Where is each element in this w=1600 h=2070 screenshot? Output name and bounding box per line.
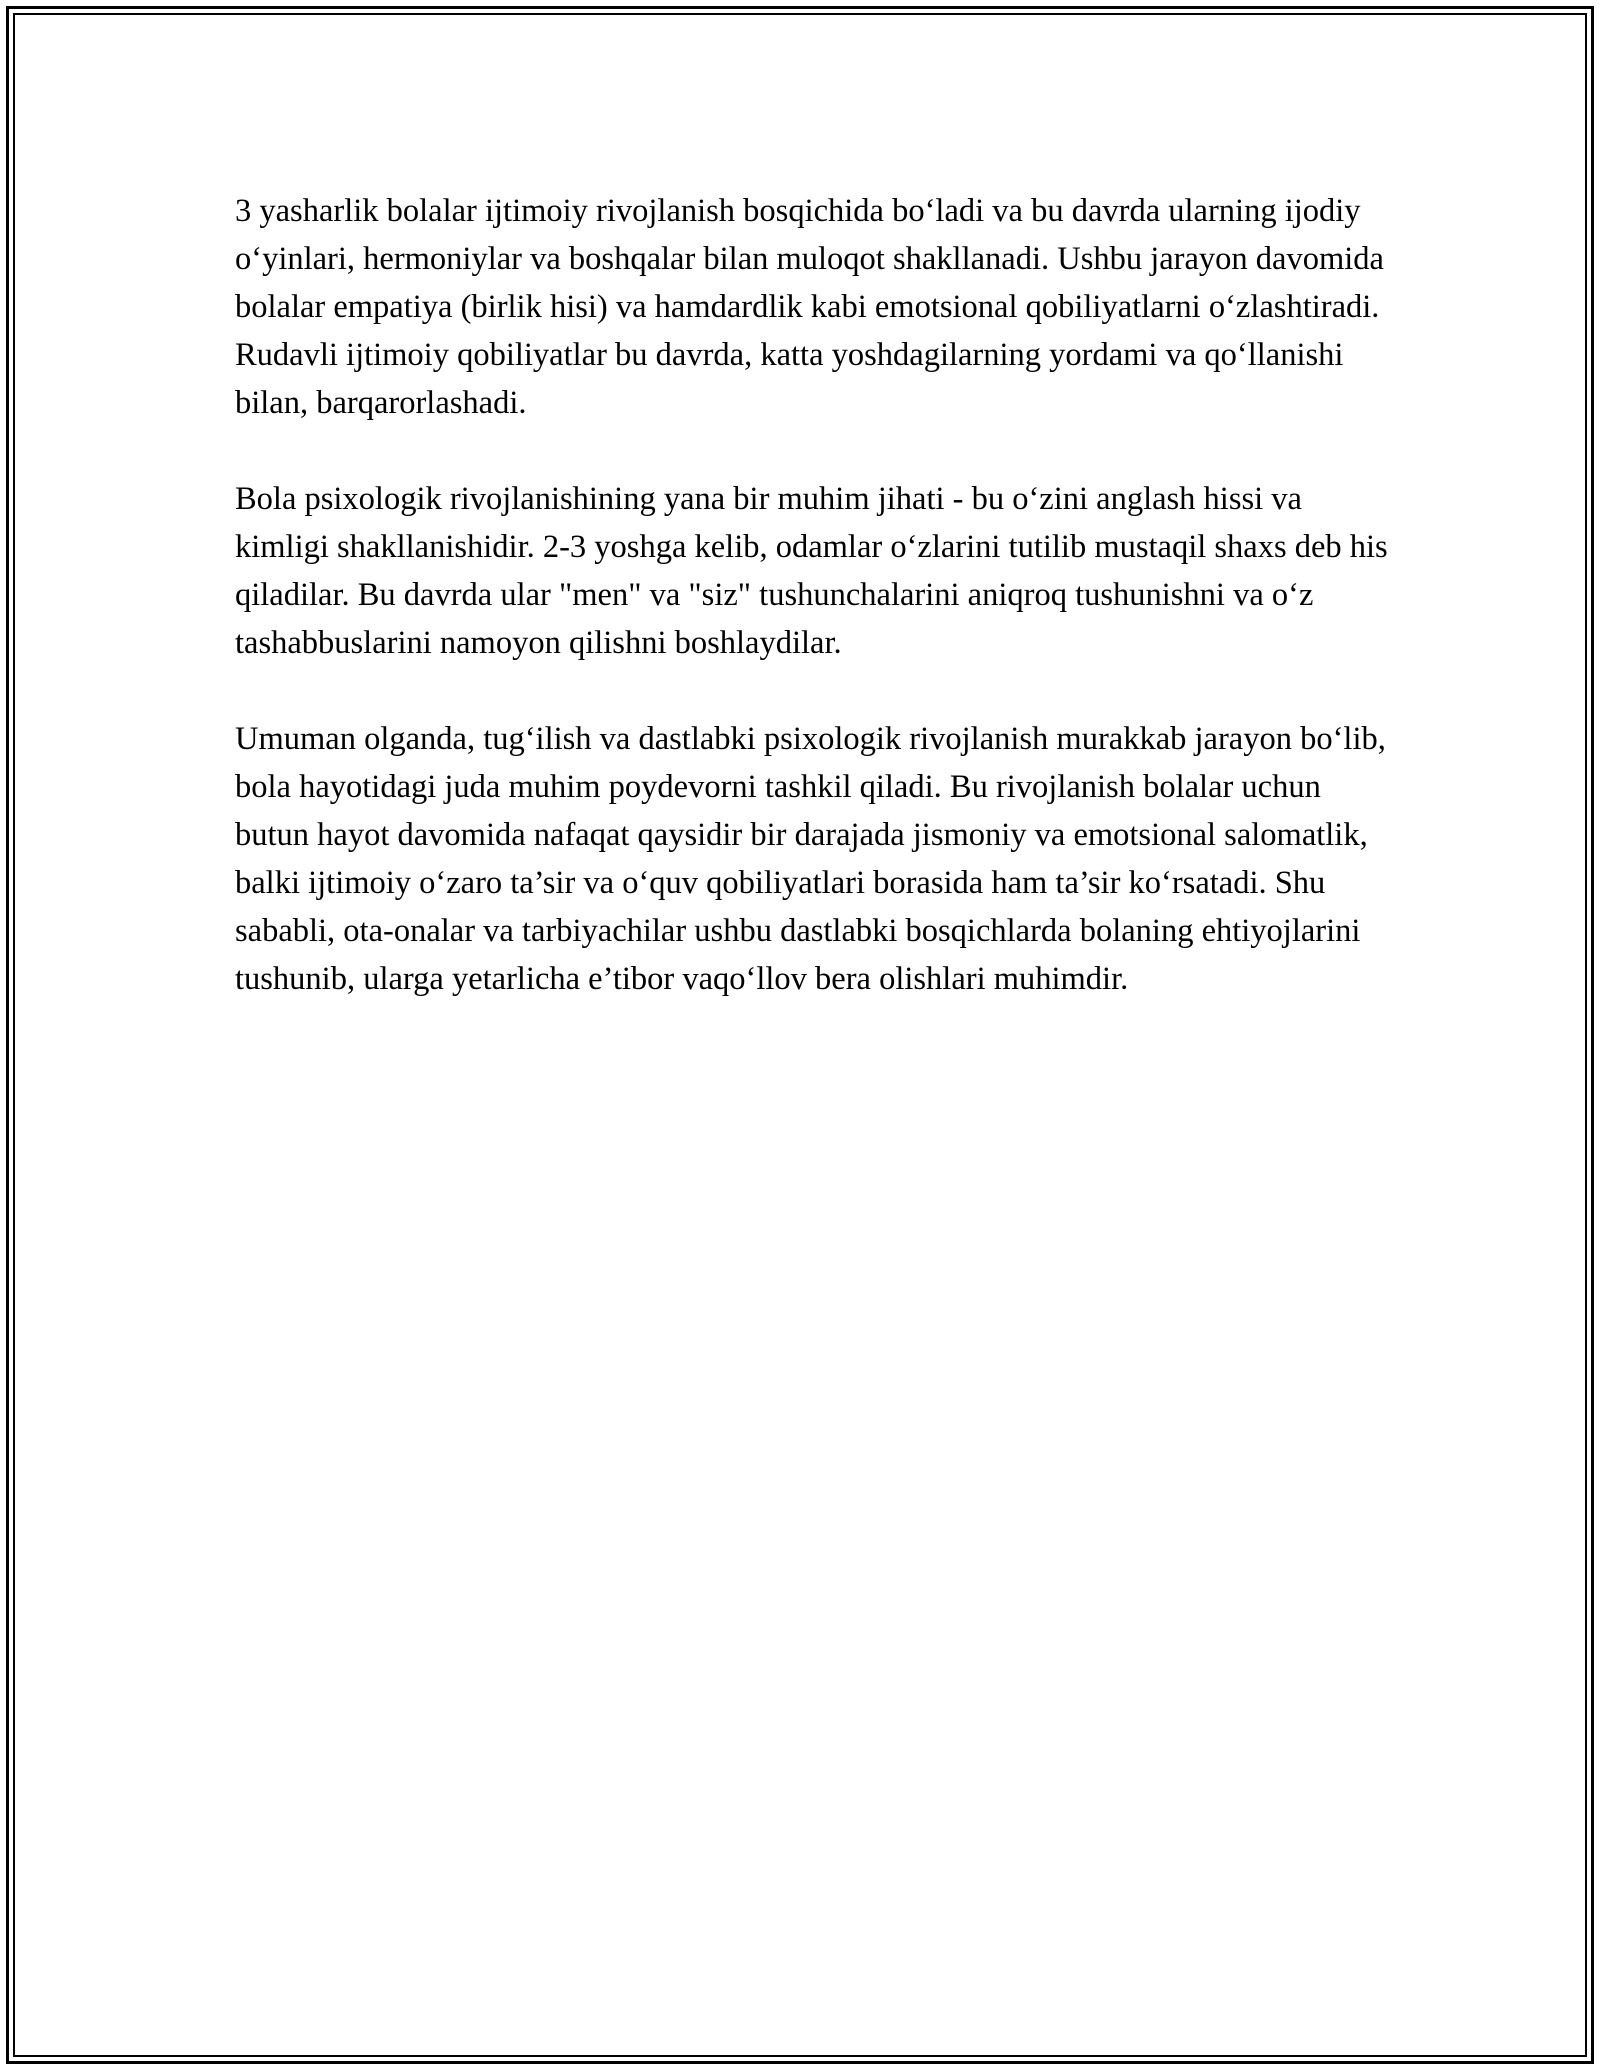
paragraph-3: Umuman olganda, tug‘ilish va dastlabki psixologik rivojlanish murakkab jarayon bo‘lib, bola hayotidagi juda muhim poydevorni tashkil qiladi. Bu rivojlanish bolalar uchun butun hayot davomida nafaqat qaysidir bir darajada jismoniy va emotsional salomatlik, balki ijtimoiy o‘zaro ta’sir va o‘quv qobiliyatlari borasida ham ta’sir ko‘rsatadi. Shu sababli, ota-onalar va tarbiyachilar ushbu dastlabki bosqichlarda bolaning ehtiyojlarini tushunib, ularga yetarlicha e’tibor vaqo‘llov bera olishlari muhimdir. xyxy=(235,721,1386,997)
paragraph-1: 3 yasharlik bolalar ijtimoiy rivojlanish bosqichida bo‘ladi va bu davrda ularning ijodiy o‘yinlari, hermoniylar va boshqalar bilan muloqot shakllanadi. Ushbu jarayon davomida bolalar empatiya (birlik hisi) va hamdardlik kabi emotsional qobiliyatlarni o‘zlashtiradi. Rudavli ijtimoiy qobiliyatlar bu davrda, katta yoshdagilarning yordami va qo‘llanishi bilan, barqarorlashadi. xyxy=(235,193,1384,421)
paragraph-2: Bola psixologik rivojlanishining yana bir muhim jihati - bu o‘zini anglash hissi va kimligi shakllanishidir. 2-3 yoshga kelib, odamlar o‘zlarini tutilib mustaqil shaxs deb his qiladilar. Bu davrda ular "men" va "siz" tushunchalarini aniqroq tushunishni va o‘z tashabbuslarini namoyon qilishni boshlaydilar. xyxy=(235,481,1388,661)
document-body xyxy=(235,187,1395,1051)
